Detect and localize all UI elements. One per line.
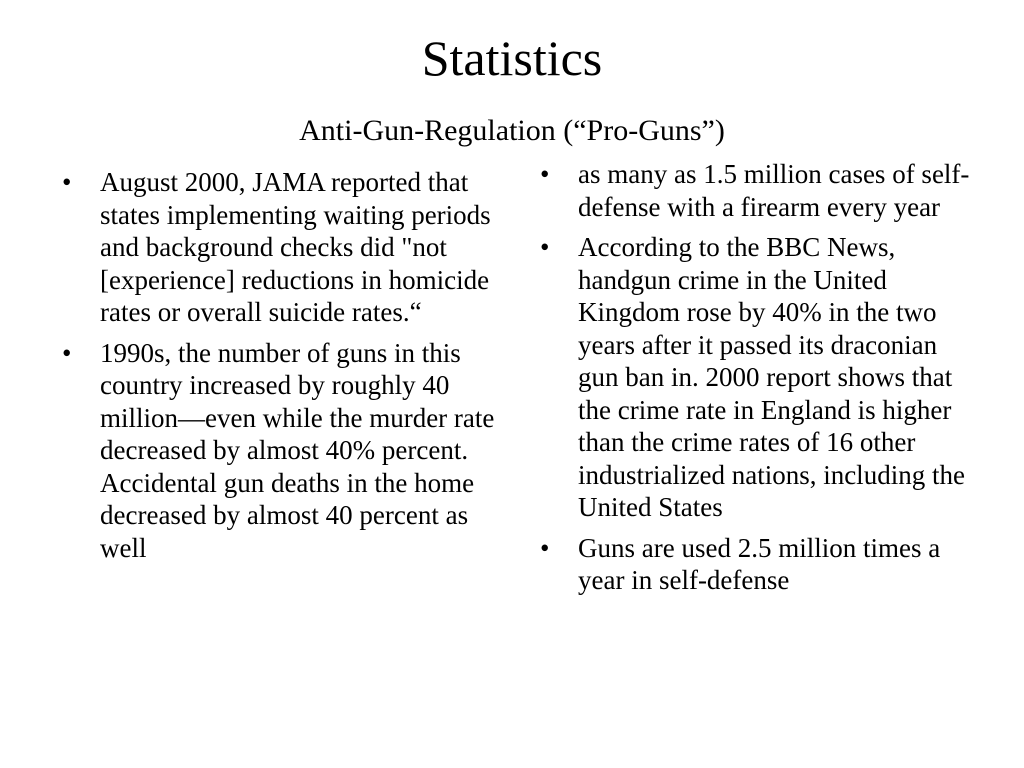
list-item	[536, 158, 976, 223]
bullet-text: According to the BBC News, handgun crime in the United Kingdom rose by 40% in the two years after it passed its draconian gun ban in. 2000 report shows that the crime rate in England is higher than the crime rates of 16 other industrialized nations, including the United States	[578, 232, 965, 522]
left-bullet-list	[58, 166, 498, 572]
list-item	[58, 166, 498, 329]
bullet-text: as many as 1.5 million cases of self-defense with a firearm every year	[578, 159, 970, 222]
list-item	[58, 337, 498, 565]
slide-subtitle: Anti-Gun-Regulation (“Pro-Guns”)	[299, 114, 725, 147]
bullet-text: August 2000, JAMA reported that states implementing waiting periods and background checks did "not [experience] reductions in homicide rates or overall suicide rates.“	[100, 167, 491, 327]
list-item	[536, 532, 976, 597]
bullet-icon: •	[540, 232, 550, 262]
bullet-icon: •	[540, 159, 550, 189]
bullet-text: Guns are used 2.5 million times a year in self-defense	[578, 532, 941, 595]
bullet-icon: •	[62, 167, 72, 197]
right-bullet-list	[536, 158, 976, 605]
bullet-icon: •	[540, 532, 550, 563]
slide-title: Statistics	[421, 30, 603, 86]
bullet-icon: •	[62, 337, 72, 368]
list-item	[536, 231, 976, 524]
bullet-text: 1990s, the number of guns in this country increased by roughly 40 million—even while the murder rate decreased by almost 40% percent. Accidental gun deaths in the home decreased by almost 40 percent as well	[100, 337, 495, 563]
